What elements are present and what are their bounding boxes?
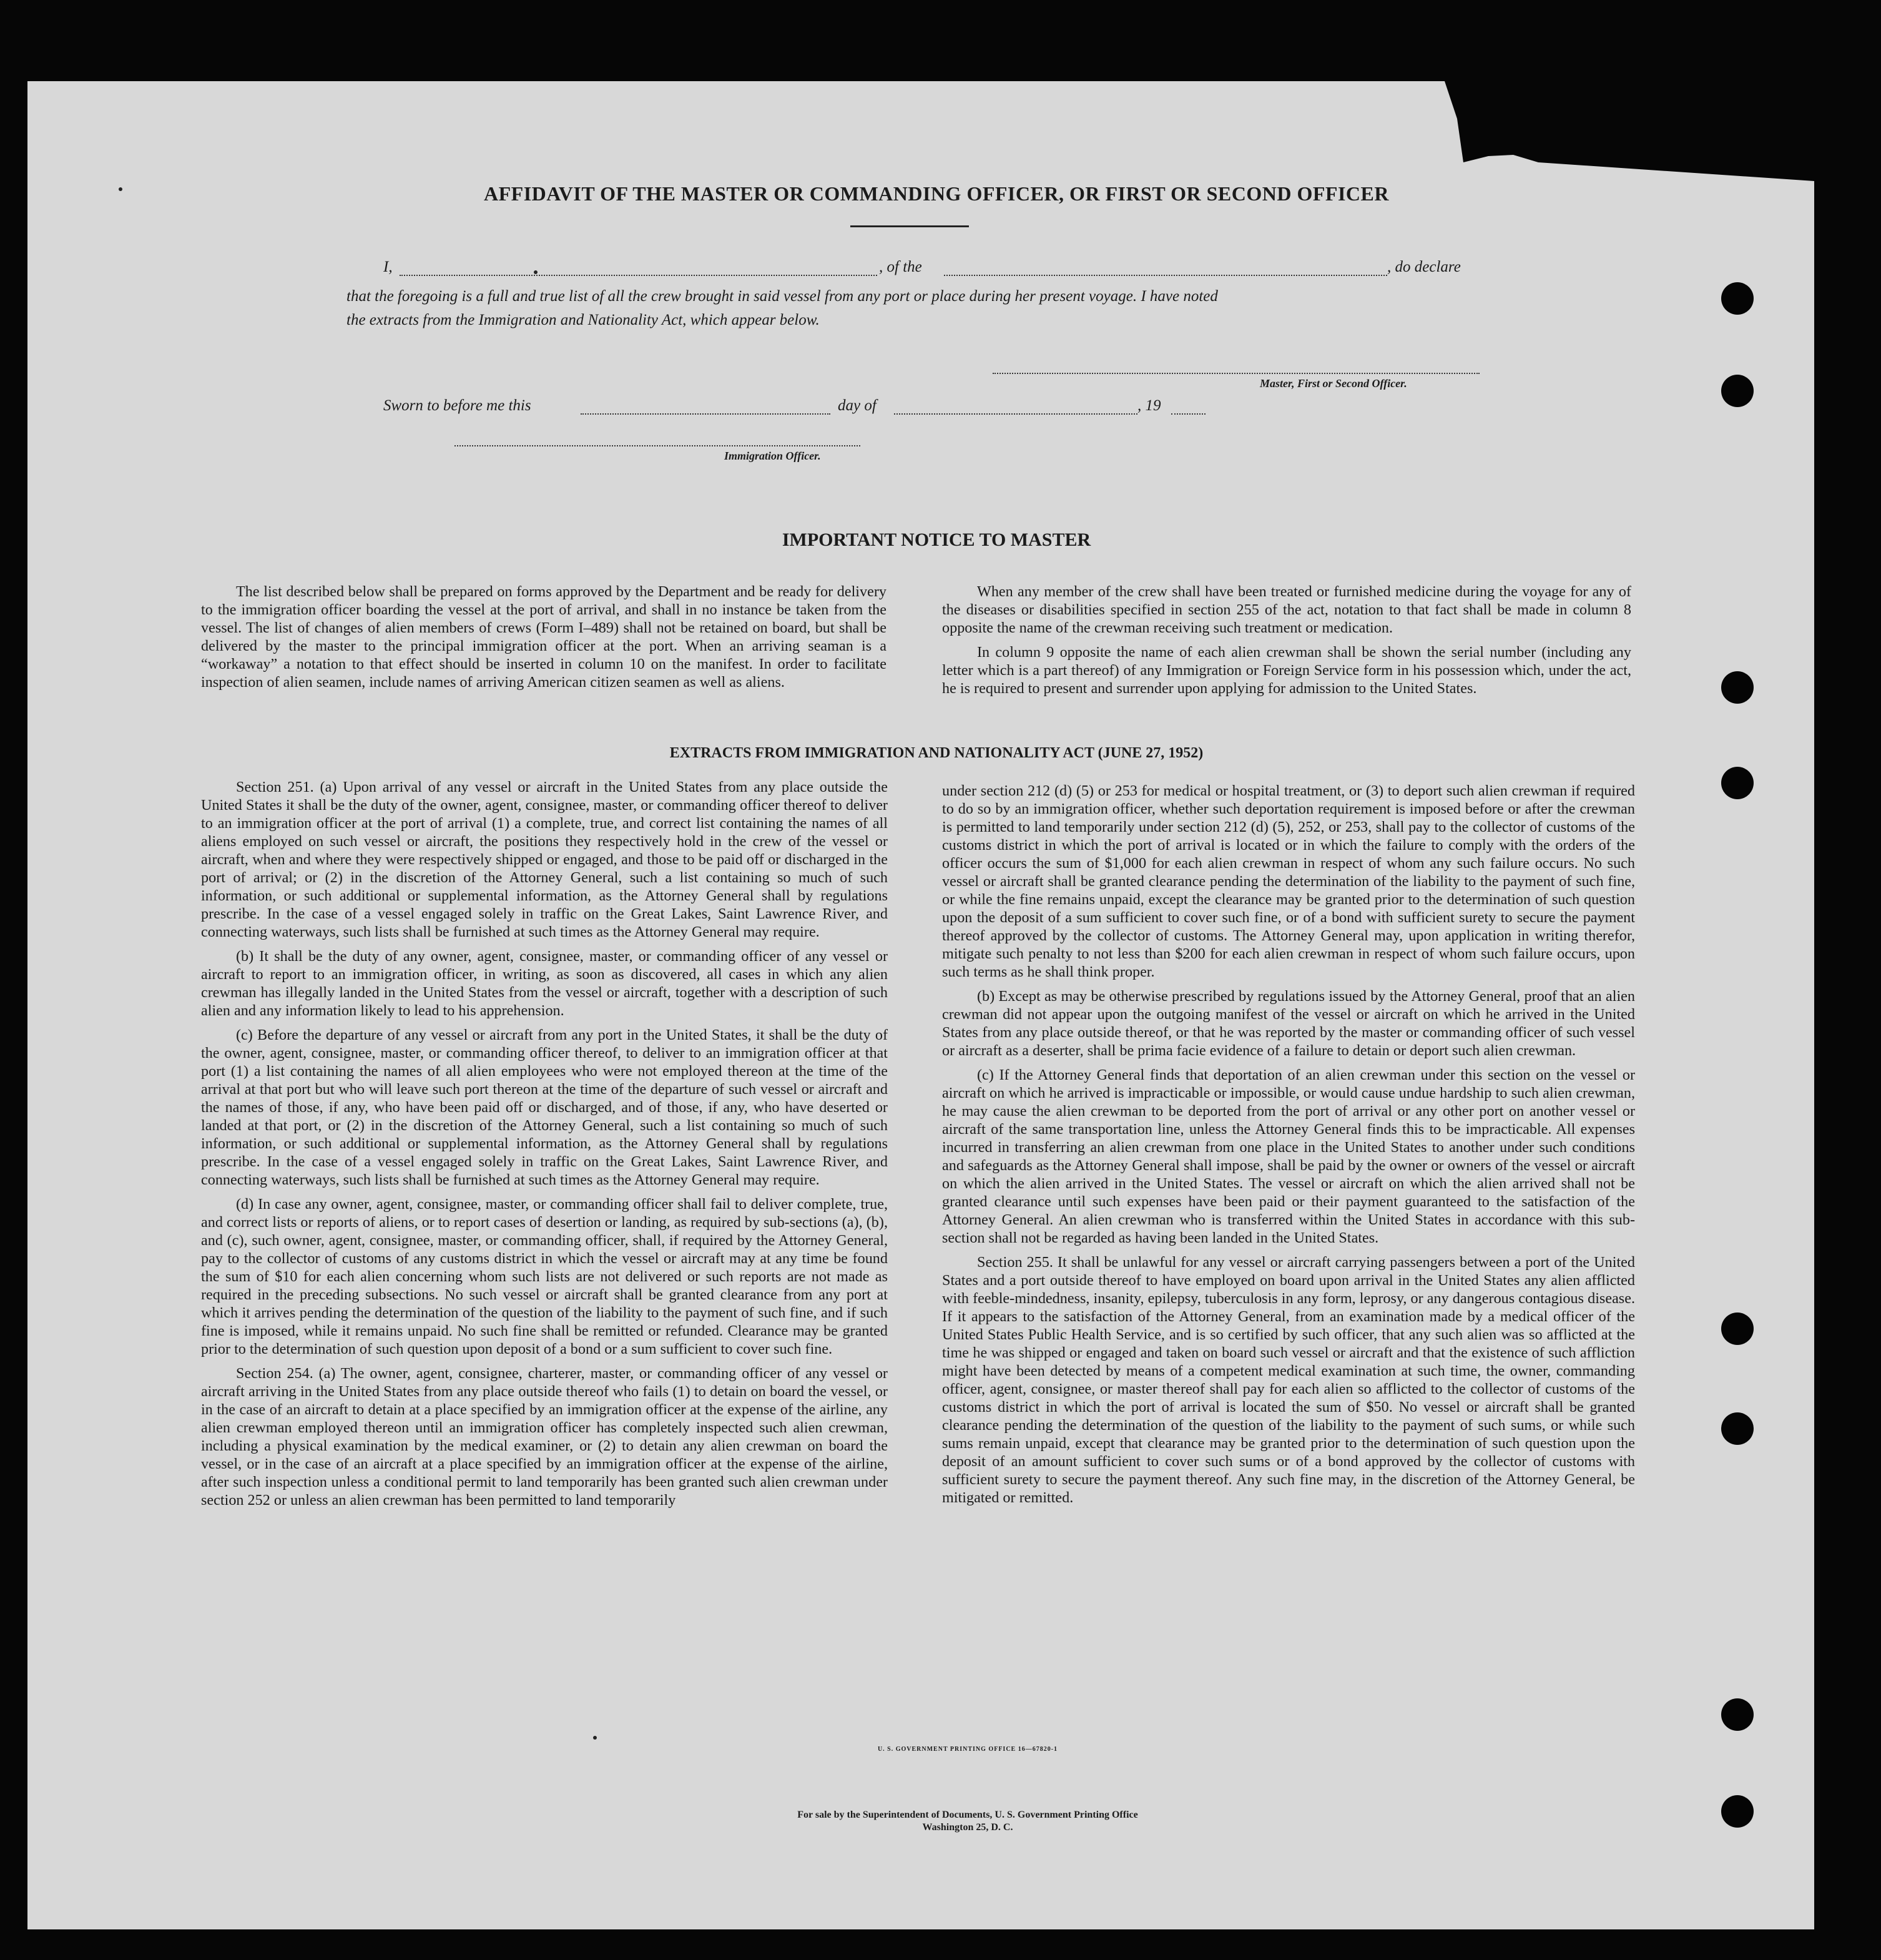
ink-speck <box>593 1736 597 1740</box>
binder-hole <box>1721 767 1754 799</box>
sale-notice-line-1: For sale by the Superintendent of Documents, U. S. Government Printing Office <box>797 1810 1138 1820</box>
binder-hole <box>1721 375 1754 407</box>
sale-notice <box>624 1809 1311 1834</box>
declaration-line-3: the extracts from the Immigration and Nationality Act, which appear below. <box>346 312 820 328</box>
vessel-name-field[interactable] <box>944 275 1387 276</box>
deponent-name-field[interactable] <box>400 275 877 276</box>
section-251-b: (b) It shall be the duty of any owner, agent, consignee, master, or commanding officer of any vessel or aircraft to report to an immigration officer, in writing, as soon as discovered, all cases in which any alien crewman has illegally landed in the United States from the vessel or aircraft, together with a description of such alien and any information likely to lead to his apprehension. <box>201 948 888 1019</box>
notice-right-paragraph-1: When any member of the crew shall have been treated or furnished medicine during the voyage for any of the diseases or disabilities specified in section 255 of the act, notation to that fact shall be made in column 8 opposite the name of the crewman receiving such treatment or medication. <box>942 583 1631 636</box>
year-label: , 19 <box>1137 397 1161 414</box>
binder-hole <box>1721 671 1754 704</box>
declaration-line-2: that the foregoing is a full and true list of all the crew brought in said vessel from any port or place during her present voyage. I have noted <box>346 288 1218 305</box>
sworn-month-field[interactable] <box>894 413 1137 415</box>
section-254-a-continued: under section 212 (d) (5) or 253 for medical or hospital treatment, or (3) to deport such alien crewman if required to do so by an immigration officer, whether such deportation requirement is imposed before or after the crewman is permitted to land temporarily under section 212 (d) (5), 252, or 253, shall pay to the collector of customs of the customs district in which the port of arrival is located or in which the failure to comply with the orders of the officer occurs the sum of $1,000 for each alien crewman in respect of whom any such failure occurs. No such vessel or aircraft shall be granted clearance pending the determination of the liability to the payment of such fine, or while the fine remains unpaid, except the clearance may be granted prior to the determination of such question upon the deposit of a sum sufficient to cover such fine, or of a bond with sufficient surety to secure the payment thereof approved by the collector of customs. The Attorney General may, upon application in writing therefor, mitigate such penalty to not less than $200 for each alien crewman in respect of whom such failure occurs, upon such terms as he shall think proper. <box>942 782 1635 980</box>
sale-notice-line-2: Washington 25, D. C. <box>922 1822 1013 1833</box>
notice-right-column <box>942 583 1631 704</box>
do-declare-label: , do declare <box>1387 259 1461 275</box>
title-rule <box>850 225 969 227</box>
section-254-a-start: Section 254. (a) The owner, agent, consignee, charterer, master, or commanding officer of any vessel or aircraft arriving in the United States from any place outside thereof who fails (1) to detain on board the vessel, or in the case of an aircraft to detain at a place specified by an immigration officer at the expense of the airline, any alien crewman employed thereon until an immigration officer has completely inspected such alien crewman, including a physical examination by the medical examiner, or (2) to detain any alien crewman on board the vessel, or in the case of an aircraft at a place specified by an immigration officer at the expense of the airline, after such inspection unless a conditional permit to land temporarily has been granted such alien crewman under section 252 or unless an alien crewman has been permitted to land temporarily <box>201 1365 888 1509</box>
master-signature-field[interactable] <box>993 373 1480 374</box>
sworn-day-field[interactable] <box>581 413 830 415</box>
of-the-label: , of the <box>879 259 922 275</box>
affidavit-i-label: I, <box>383 259 393 275</box>
notice-left-paragraph: The list described below shall be prepared on forms approved by the Department and be ready for delivery to the immigration officer boarding the vessel at the port of arrival, and shall in no instance be taken from the vessel. The list of changes of alien members of crews (Form I–489) shall not be retained on board, but shall be delivered by the master to the principal immigration officer at the port. When an arriving seaman is a “workaway” a notation to that effect should be inserted in column 10 on the manifest. In order to facilitate inspection of alien seamen, include names of arriving American citizen seamen as well as aliens. <box>201 583 886 691</box>
sworn-label: Sworn to before me this <box>383 397 531 414</box>
sworn-year-field[interactable] <box>1171 413 1206 415</box>
binder-hole <box>1721 1412 1754 1445</box>
section-251-c: (c) Before the departure of any vessel or aircraft from any port in the United States, it shall be the duty of the owner, agent, consignee, master, or commanding officer thereof, to deliver to an immigration officer at that port (1) a list containing the names of all alien employees who were not employed thereon at the time of the arrival at that port but who will leave such port thereon at the time of the departure of such vessel or aircraft and the names of those, if any, who have been paid off or discharged, and of those, if any, who have deserted or landed at that port, or (2) in the discretion of the Attorney General, such a list containing so much of such information, or such additional or supplemental information, as the Attorney General shall by regulations prescribe. In the case of a vessel engaged solely in traffic on the Great Lakes, Saint Lawrence River, and connecting waterways, such lists shall be furnished at such times as the Attorney General may require. <box>201 1027 888 1188</box>
section-251-a: Section 251. (a) Upon arrival of any vessel or aircraft in the United States from any place outside the United States it shall be the duty of the owner, agent, consignee, master, or commanding officer thereof to deliver to an immigration officer at the port of arrival (1) a complete, true, and correct list containing the names of all aliens employed on such vessel or aircraft, the positions they respectively hold in the crew of the vessel or aircraft, when and where they were respectively shipped or engaged, and those to be paid off or discharged in the port of arrival; or (2) in the discretion of the Attorney General, such a list containing so much of such information, or such additional or supplemental information, as the Attorney General shall by regulations prescribe. In the case of a vessel engaged solely in traffic on the Great Lakes, Saint Lawrence River, and connecting waterways, such lists shall be furnished at such times as the Attorney General may require. <box>201 779 888 940</box>
ink-speck <box>119 187 122 191</box>
section-251-d: (d) In case any owner, agent, consignee, master, or commanding officer shall fail to deliver complete, true, and correct lists or reports of aliens, or to report cases of desertion or landing, as required by sub-sections (a), (b), and (c), such owner, agent, consignee, master, or commanding officer, shall, if required by the Attorney General, pay to the collector of customs of any customs district in which the vessel or aircraft may at any time be found the sum of $10 for each alien concerning whom such lists are not delivered or such reports are not made as required in the preceding subsections. No such vessel or aircraft shall be granted clearance from any port at which it arrives pending the determination of the question of the liability to the payment of such fine, and if such fine is imposed, while it remains unpaid. No such fine shall be remitted or refunded. Clearance may be granted prior to the determination of such question upon deposit of a bond or a sum sufficient to cover such fine. <box>201 1196 888 1357</box>
binder-hole <box>1721 1312 1754 1345</box>
notice-title: IMPORTANT NOTICE TO MASTER <box>782 529 1091 550</box>
affidavit-title: AFFIDAVIT OF THE MASTER OR COMMANDING OFFICER, OR FIRST OR SECOND OFFICER <box>484 182 1389 205</box>
immigration-officer-caption: Immigration Officer. <box>724 450 821 462</box>
notice-right-paragraph-2: In column 9 opposite the name of each alien crewman shall be shown the serial number (including any letter which is a part thereof) of any Immigration or Foreign Service form in his possession which, under the act, he is required to present and surrender upon applying for admission to the United States. <box>942 644 1631 697</box>
extracts-title: EXTRACTS FROM IMMIGRATION AND NATIONALITY ACT (JUNE 27, 1952) <box>669 745 1204 761</box>
section-255: Section 255. It shall be unlawful for any vessel or aircraft carrying passengers between a port of the United States and a port outside thereof to have employed on board upon arrival in the United States any alien afflicted with feeble-mindedness, insanity, epilepsy, tuberculosis in any form, leprosy, or any dangerous contagious disease. If it appears to the satisfaction of the Attorney General, from an examination made by a medical officer of the United States Public Health Service, and is so certified by such officer, that any such alien was so afflicted at the time he was shipped or engaged and taken on board such vessel or aircraft and that the existence of such affliction might have been detected by means of a competent medical examination at such time, the owner, commanding officer, agent, consignee, or master thereof shall pay for each alien so afflicted to the collector of customs of the customs district in which the port of arrival is located the sum of $50. No vessel or aircraft shall be granted clearance pending the determination of the question of the liability to the payment of such sums, or while such sums remain unpaid, except that clearance may be granted prior to the determination of such question upon the deposit of an amount sufficient to cover such sums or of a bond approved by the collector of customs with sufficient surety to secure the payment thereof. Any such fine may, in the discretion of the Attorney General, be mitigated or remitted. <box>942 1254 1635 1506</box>
section-254-b: (b) Except as may be otherwise prescribed by regulations issued by the Attorney General, proof that an alien crewman did not appear upon the outgoing manifest of the vessel or aircraft on which he arrived in the United States from any place outside thereof, or that he was reported by the master or commanding officer of such vessel or aircraft as a deserter, shall be prima facie evidence of a failure to detain or deport such alien crewman. <box>942 988 1635 1059</box>
immigration-officer-signature-field[interactable] <box>454 445 860 446</box>
binder-hole <box>1721 1795 1754 1828</box>
day-of-label: day of <box>838 397 877 414</box>
extracts-left-column <box>201 778 888 1515</box>
binder-hole <box>1721 282 1754 315</box>
ink-speck <box>534 270 538 274</box>
printing-office-imprint: U. S. GOVERNMENT PRINTING OFFICE 16—67820-1 <box>877 1746 1058 1753</box>
extracts-right-column <box>942 782 1635 1513</box>
section-254-c: (c) If the Attorney General finds that deportation of an alien crewman under this section on the vessel or aircraft on which he arrived is impracticable or impossible, or would cause undue hardship to such alien crewman, he may cause the alien crewman to be deported from the port of arrival or any other port on another vessel or aircraft of the same transportation line, unless the Attorney General finds this to be impracticable. All expenses incurred in transferring an alien crewman from one place in the United States to another under such conditions and safeguards as the Attorney General shall impose, shall be paid by the owner or owners of the vessel or aircraft on which the alien arrived in the United States. The vessel or aircraft on which the alien arrived shall not be granted clearance until such expenses have been paid or their payment guaranteed to the satisfaction of the Attorney General. An alien crewman who is transferred within the United States in accordance with this sub-section shall not be regarded as having been landed in the United States. <box>942 1066 1635 1246</box>
notice-left-column <box>201 583 886 697</box>
master-signature-caption: Master, First or Second Officer. <box>1260 377 1407 390</box>
binder-hole <box>1721 1698 1754 1731</box>
